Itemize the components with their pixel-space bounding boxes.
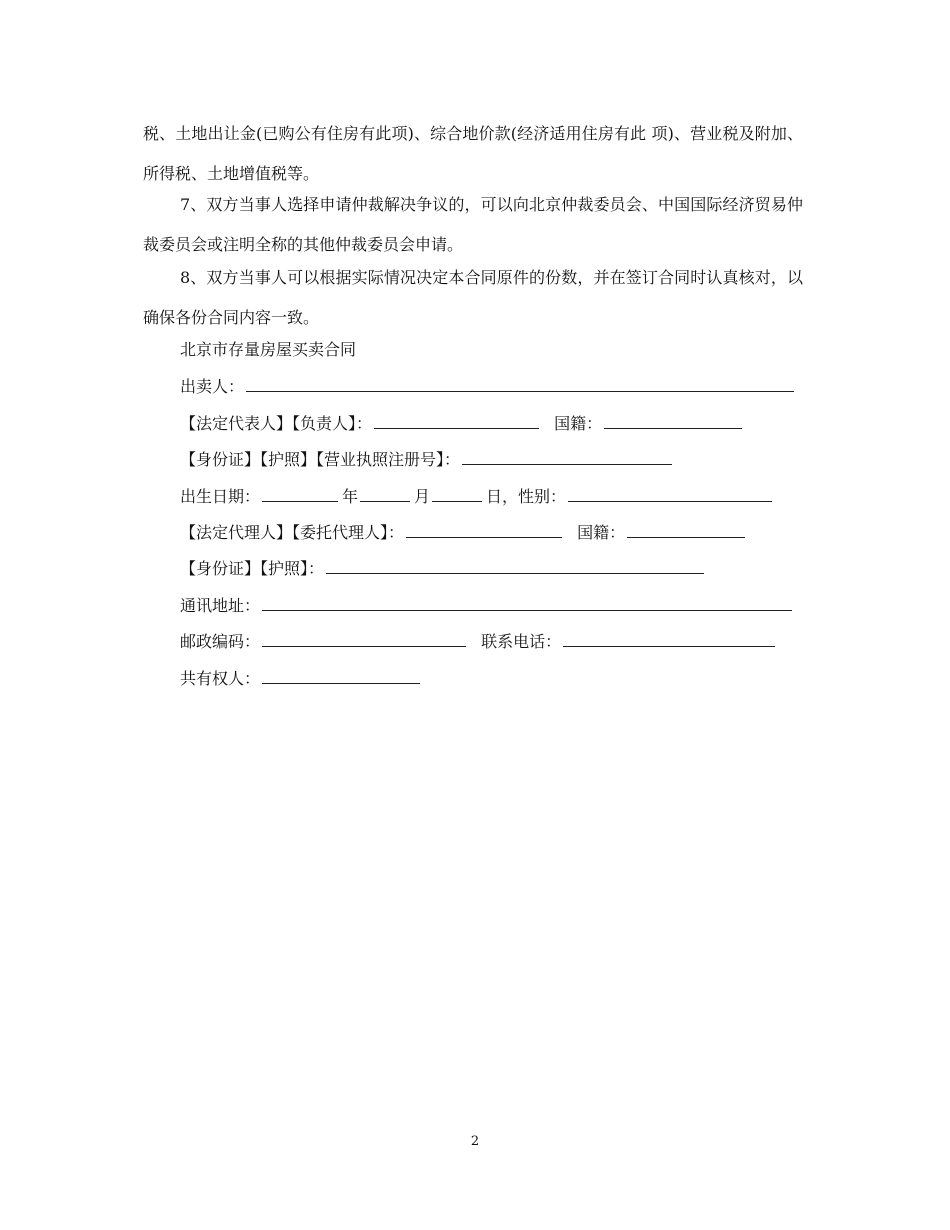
phone-field[interactable] (563, 632, 775, 647)
birth-date-label: 出生日期： (180, 487, 261, 506)
co-owner-label: 共有权人： (180, 669, 261, 688)
row-seller (180, 367, 798, 407)
legal-agent-label: 【法定代理人】【委托代理人】： (180, 523, 405, 542)
address-label: 通讯地址： (180, 596, 261, 615)
row-birth-gender (180, 477, 776, 517)
paragraph-copies: 8、双方当事人可以根据实际情况决定本合同原件的份数，并在签订合同时认真核对，以确保各份合同内容一致。 (143, 268, 803, 327)
id-passport-field[interactable] (326, 559, 704, 574)
nationality-field-2[interactable] (627, 523, 745, 538)
row-postal-phone (180, 622, 779, 662)
id-passport-label: 【身份证】【护照】： (180, 559, 325, 578)
year-label: 年 (342, 487, 359, 506)
postal-code-field[interactable] (262, 632, 466, 647)
day-gender-label: 日，性别： (486, 487, 567, 506)
row-id-license (180, 440, 676, 480)
postal-code-label: 邮政编码： (180, 632, 261, 651)
co-owner-field[interactable] (262, 669, 420, 684)
row-address (180, 586, 796, 626)
legal-rep-field[interactable] (374, 414, 539, 429)
legal-agent-field[interactable] (406, 523, 562, 538)
gender-field[interactable] (568, 487, 772, 502)
row-id-passport (180, 549, 708, 589)
paragraph-arbitration: 7、双方当事人选择申请仲裁解决争议的，可以向北京仲裁委员会、中国国际经济贸易仲裁委员会或注明全称的其他仲裁委员会申请。 (143, 195, 803, 254)
row-legal-agent (180, 513, 749, 553)
month-label: 月 (414, 487, 431, 506)
phone-label: 联系电话： (481, 632, 562, 651)
paragraph-tax-items: 税、土地出让金(已购公有住房有此项)、综合地价款(经济适用住房有此 项)、营业税及附加、所得税、土地增值税等。 (143, 124, 803, 183)
id-license-field[interactable] (462, 450, 672, 465)
birth-day-field[interactable] (432, 487, 482, 502)
nationality-field-1[interactable] (604, 414, 742, 429)
row-legal-rep (180, 404, 746, 444)
seller-label: 出卖人： (180, 377, 245, 396)
id-license-label: 【身份证】【护照】【营业执照注册号】： (180, 450, 461, 469)
row-co-owner (180, 659, 424, 699)
birth-month-field[interactable] (360, 487, 410, 502)
nationality-label-2: 国籍： (577, 523, 626, 542)
contract-title: 北京市存量房屋买卖合同 (180, 340, 357, 359)
page-number: 2 (470, 1134, 480, 1149)
birth-year-field[interactable] (262, 487, 338, 502)
seller-field[interactable] (246, 377, 794, 392)
address-field[interactable] (262, 596, 792, 611)
nationality-label-1: 国籍： (554, 414, 603, 433)
legal-rep-label: 【法定代表人】【负责人】： (180, 414, 373, 433)
